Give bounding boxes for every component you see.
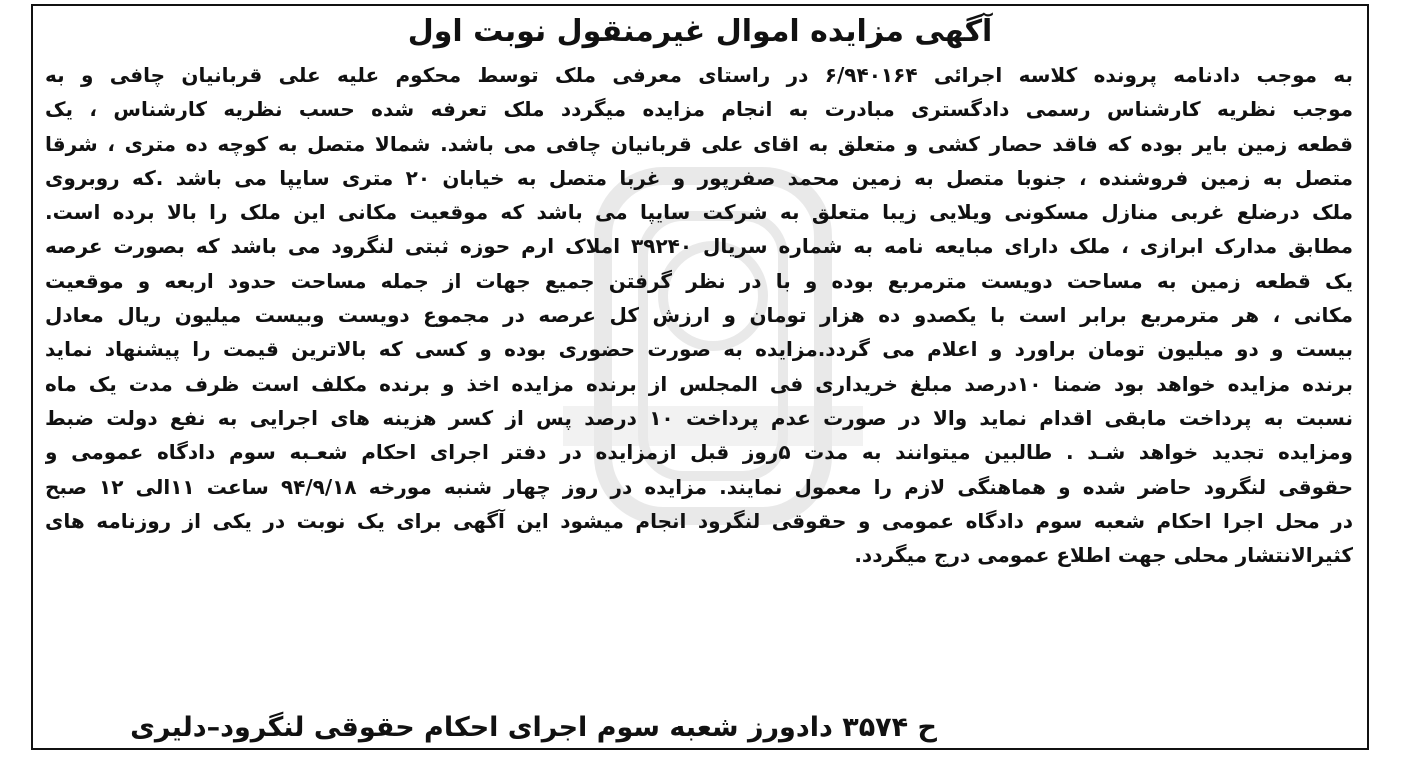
notice-line: ملک درضلع غربی منازل مسکونی ویلایی زیبا متعلق به شرکت سایپا می باشد که موقعیت مکانی این ملک را بالا برده است. — [45, 200, 1353, 225]
notice-line: کثیرالانتشار محلی جهت اطلاع عمومی درج میگردد. — [854, 543, 1353, 568]
notice-body — [45, 58, 1353, 572]
notice-line: در محل اجرا احکام شعبه سوم دادگاه عمومی و حقوقی لنگرود انجام میشود این آگهی برای یک نوبت در یکی از روزنامه های — [45, 508, 1353, 533]
notice-title: آگهی مزایده اموال غیرمنقول نوبت اول — [407, 14, 993, 49]
notice-line: متصل به زمین فروشنده ، جنوبا متصل به زمین محمد صفرپور و غربا متصل به خیابان ۲۰ متری سایپا می باشد .که روبروی — [45, 165, 1353, 190]
notice-signature: ح ۳۵۷۴ دادورز شعبه سوم اجرای احکام حقوقی لنگرود–دلیری — [130, 712, 937, 743]
notice-line: به موجب دادنامه پرونده کلاسه اجرائی ۶/۹۴۰۱۶۴ در راستای معرفی ملک توسط محکوم علیه علی قربانیان چافی و به — [45, 63, 1353, 87]
notice-line: یک قطعه زمین به مساحت دویست مترمربع بوده و با در نظر گرفتن جمیع جهات از جمله مساحت حدود اربعه و موقعیت — [45, 268, 1353, 293]
notice-line: ومزایده تجدید خواهد شـد . طالبین میتوانند به مدت ۵روز قبل ازمزایده در دفتر اجرای احکام شعـبه سوم دادگاه عمومی و — [45, 440, 1353, 465]
notice-line: حقوقی لنگرود حاضر شده و هماهنگی لازم را معمول نمایند. مزایده در روز چهار شنبه مورخه ۹۴/۹/۱۸ ساعت ۱۱الی ۱۲ صبح — [45, 474, 1353, 499]
notice-line: بیست و دو میلیون تومان براورد و اعلام می گردد.مزایده به صورت حضوری بوده و کسی که بالاترین قیمت را پیشنهاد نماید — [45, 337, 1353, 362]
notice-line: مکانی ، هر مترمربع برابر است با یکصدو ده هزار تومان و ارزش کل عرصه در مجموع دویست وبیست میلیون ریال معادل — [45, 303, 1353, 328]
notice-line: مطابق مدارک ابرازی ، ملک دارای مبایعه نامه به شماره سریال ۳۹۲۴۰ املاک ارم حوزه ثبتی لنگرود می باشد که بصورت عرصه — [45, 234, 1353, 259]
notice-line: موجب نظریه کارشناس رسمی دادگستری مبادرت به انجام مزایده میگردد ملک تعرفه شده حسب نظریه کارشناس ، یک — [45, 97, 1353, 122]
notice-line: برنده مزایده خواهد بود ضمنا ۱۰درصد مبلغ خریداری فی المجلس از برنده مزایده اخذ و برنده مکلف است ظرف مدت یک ماه — [45, 371, 1353, 396]
notice-frame — [31, 4, 1369, 750]
notice-line: نسبت به پرداخت مابقی اقدام نماید والا در صورت عدم پرداخت ۱۰ درصد پس از کسر هزینه های اجرایی به نفع دولت ضبط — [45, 405, 1353, 430]
notice-line: قطعه زمین بایر بوده که فاقد حصار کشی و متعلق به اقای علی قربانیان چافی می باشد. شمالا متصل به کوچه ده متری ، شرقا — [45, 131, 1353, 156]
